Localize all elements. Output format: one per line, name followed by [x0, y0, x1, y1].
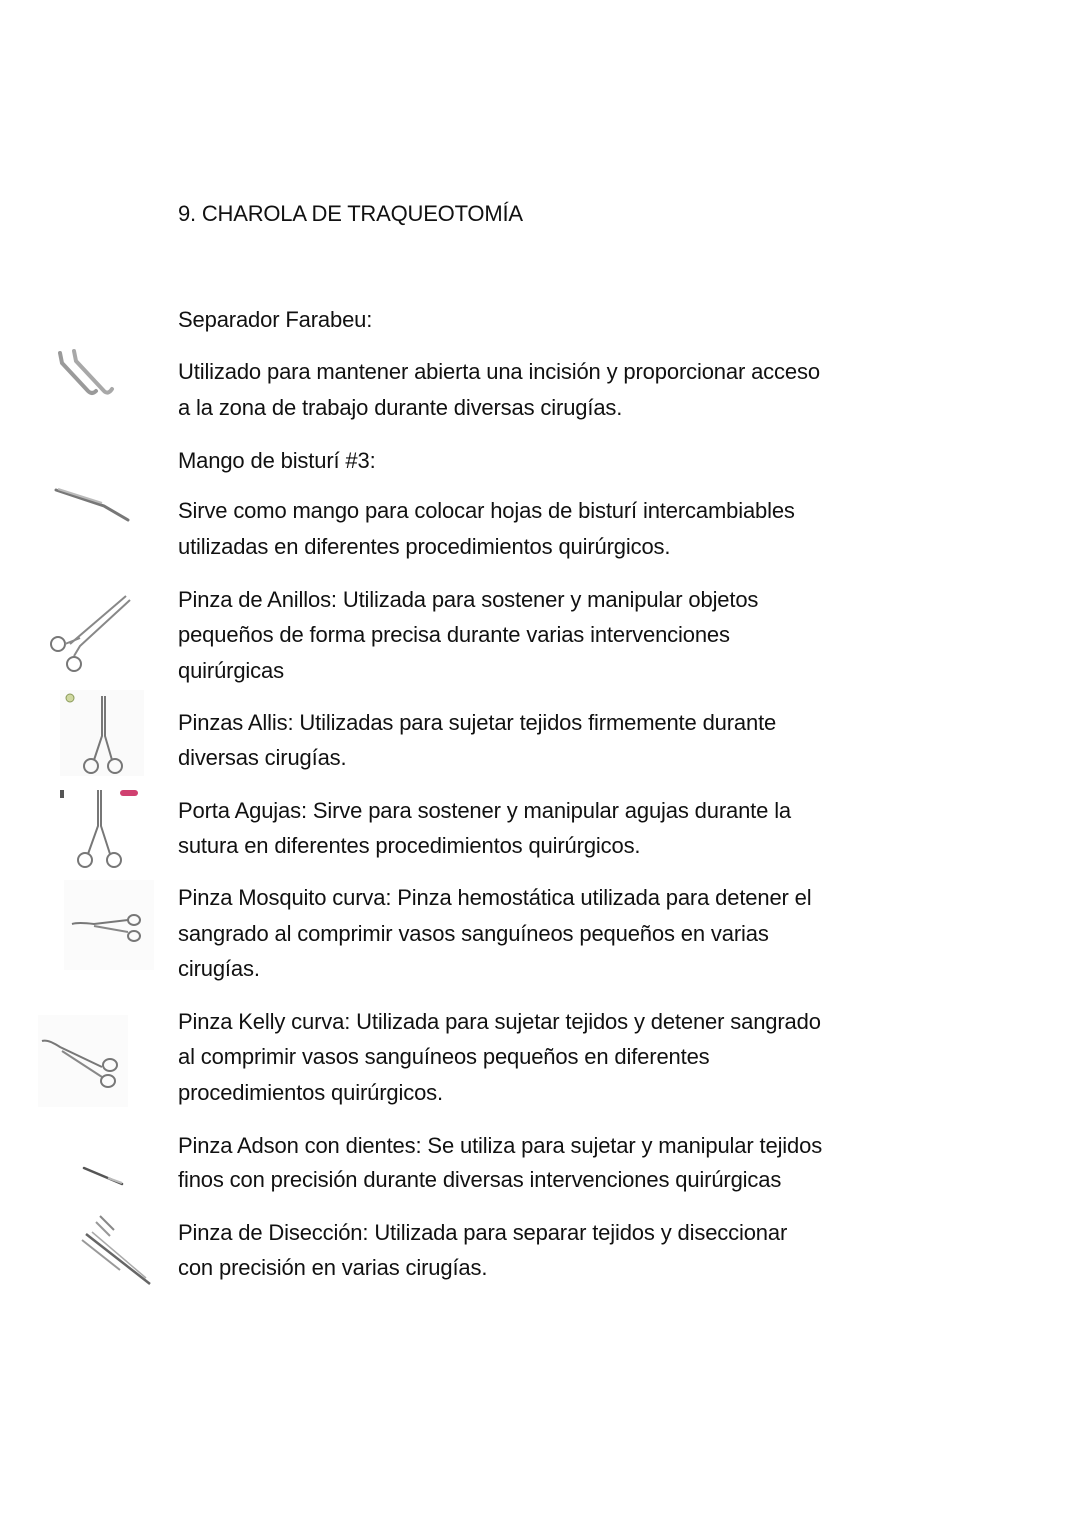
farabeuf-retractor-icon	[52, 345, 122, 405]
item-heading: Mango de bisturí #3:	[178, 448, 376, 473]
scalpel-handle-icon	[52, 482, 132, 526]
dissection-forceps-icon	[80, 1212, 156, 1290]
item-description: diversas cirugías.	[178, 745, 347, 770]
item-description: sangrado al comprimir vasos sanguíneos pequeños en varias	[178, 921, 769, 946]
item-description: finos con precisión durante diversas intervenciones quirúrgicas	[178, 1167, 782, 1192]
item-description: quirúrgicas	[178, 658, 284, 683]
item-description: Pinza de Anillos: Utilizada para sostener y manipular objetos	[178, 587, 759, 612]
item-heading: Separador Farabeu:	[178, 307, 373, 332]
item-description: Porta Agujas: Sirve para sostener y manipular agujas durante la	[178, 798, 792, 823]
item-description: sutura en diferentes procedimientos quirúrgicos.	[178, 833, 641, 858]
item-description: a la zona de trabajo durante diversas cirugías.	[178, 395, 623, 420]
adson-forceps-icon	[82, 1164, 126, 1188]
item-description: al comprimir vasos sanguíneos pequeños en diferentes	[178, 1044, 710, 1069]
needle-holder-icon	[58, 786, 142, 872]
item-description: Utilizado para mantener abierta una incisión y proporcionar acceso	[178, 359, 820, 384]
item-description: cirugías.	[178, 956, 260, 981]
item-description: Pinza Adson con dientes: Se utiliza para sujetar y manipular tejidos	[178, 1133, 823, 1158]
page-title: 9. CHAROLA DE TRAQUEOTOMÍA	[178, 201, 523, 226]
item-description: Pinza Mosquito curva: Pinza hemostática utilizada para detener el	[178, 885, 812, 910]
item-description: Pinza de Disección: Utilizada para separar tejidos y diseccionar	[178, 1220, 788, 1245]
item-description: Pinza Kelly curva: Utilizada para sujetar tejidos y detener sangrado	[178, 1009, 821, 1034]
allis-forceps-icon	[60, 690, 144, 776]
item-description: Sirve como mango para colocar hojas de bisturí intercambiables	[178, 498, 795, 523]
ring-forceps-icon	[44, 592, 134, 674]
kelly-forceps-icon	[38, 1015, 128, 1107]
item-description: con precisión en varias cirugías.	[178, 1255, 488, 1280]
item-description: pequeños de forma precisa durante varias intervenciones	[178, 622, 730, 647]
item-description: utilizadas en diferentes procedimientos quirúrgicos.	[178, 534, 671, 559]
item-description: Pinzas Allis: Utilizadas para sujetar tejidos firmemente durante	[178, 710, 777, 735]
item-description: procedimientos quirúrgicos.	[178, 1080, 443, 1105]
mosquito-forceps-icon	[64, 880, 154, 970]
